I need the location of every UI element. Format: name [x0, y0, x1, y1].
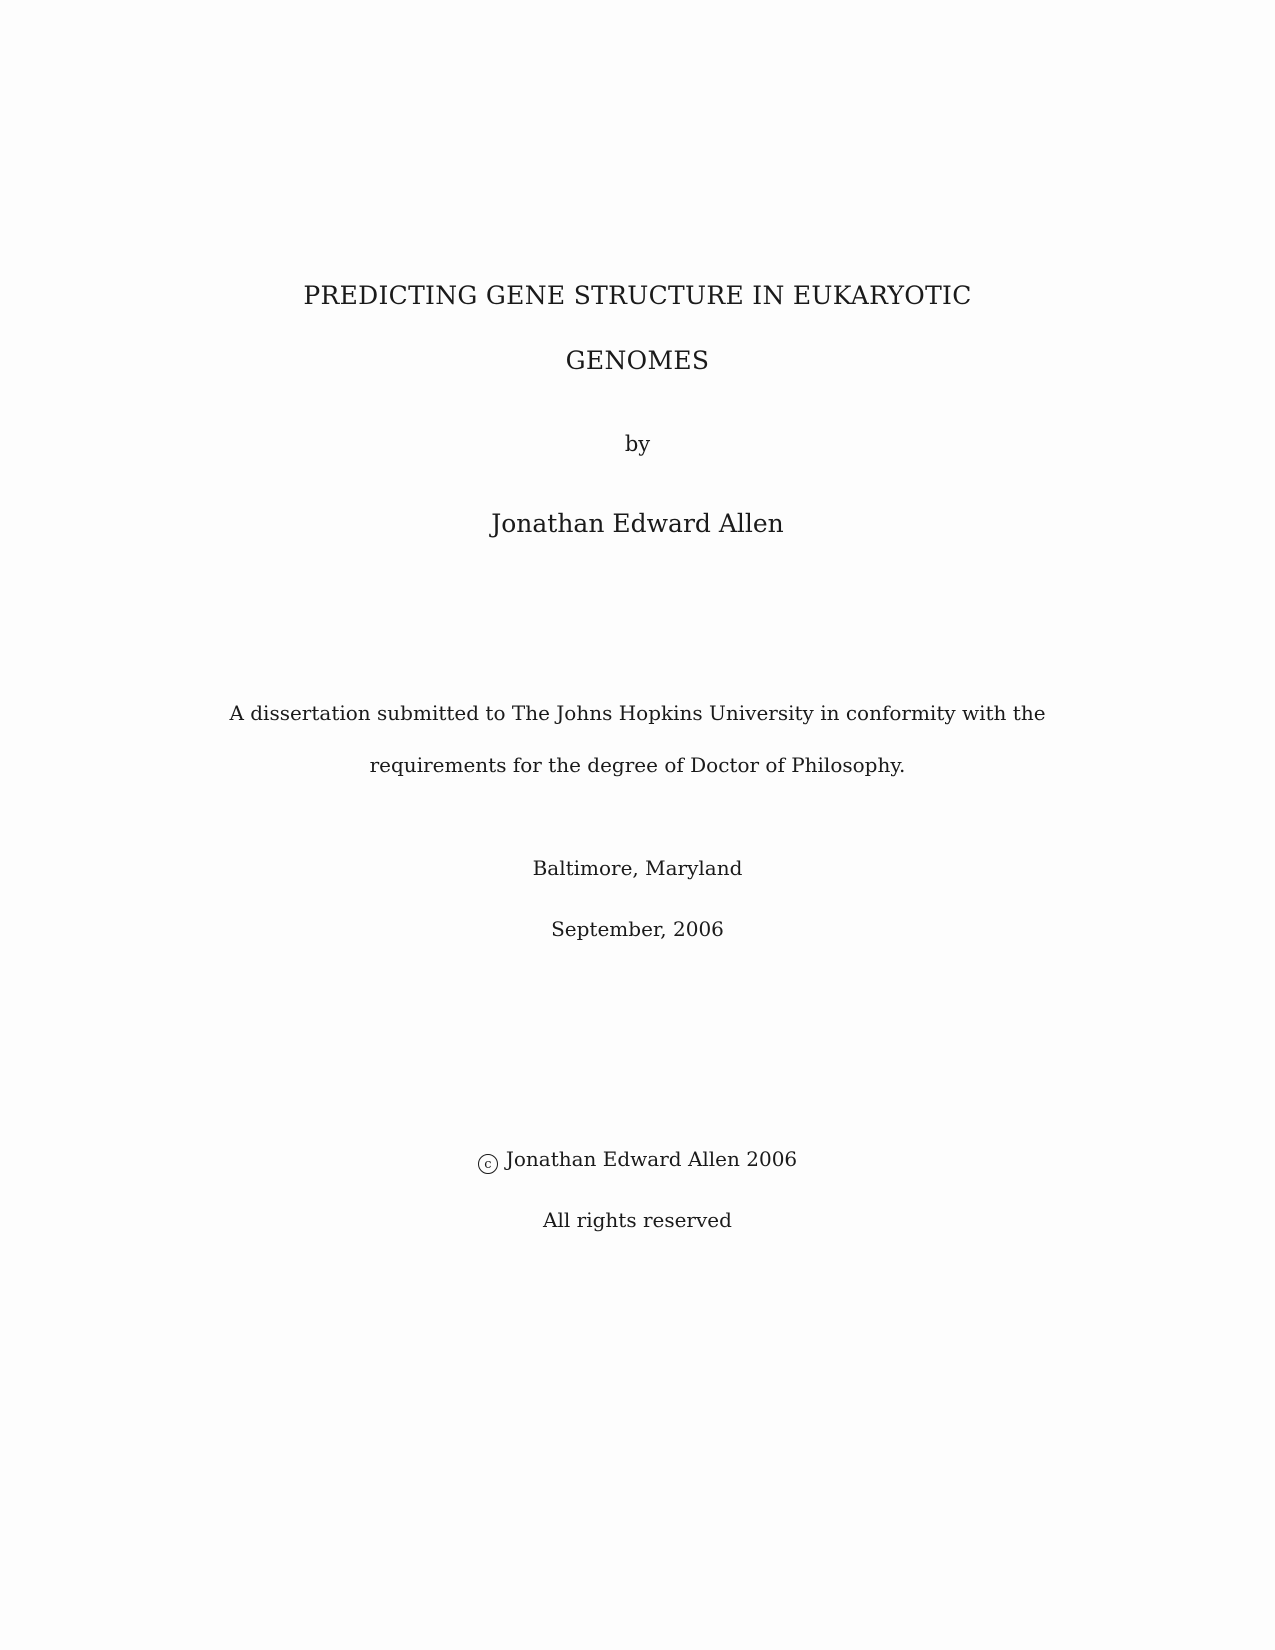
copyright-icon: c	[478, 1154, 498, 1174]
submission-statement-line-2: requirements for the degree of Doctor of Philosophy.	[369, 753, 906, 777]
submission-statement-line-1: A dissertation submitted to The Johns Hopkins University in conformity with the	[229, 701, 1046, 725]
copyright-text: Jonathan Edward Allen 2006	[505, 1147, 798, 1171]
copyright-notice	[0, 1149, 1275, 1174]
submission-date: September, 2006	[551, 917, 724, 941]
author-name: Jonathan Edward Allen	[491, 509, 784, 538]
place-of-submission: Baltimore, Maryland	[532, 856, 743, 880]
byline: by	[624, 432, 651, 456]
dissertation-title-line-1: PREDICTING GENE STRUCTURE IN EUKARYOTIC	[303, 281, 972, 310]
dissertation-title-line-2: GENOMES	[565, 346, 710, 375]
rights-statement: All rights reserved	[543, 1208, 732, 1232]
